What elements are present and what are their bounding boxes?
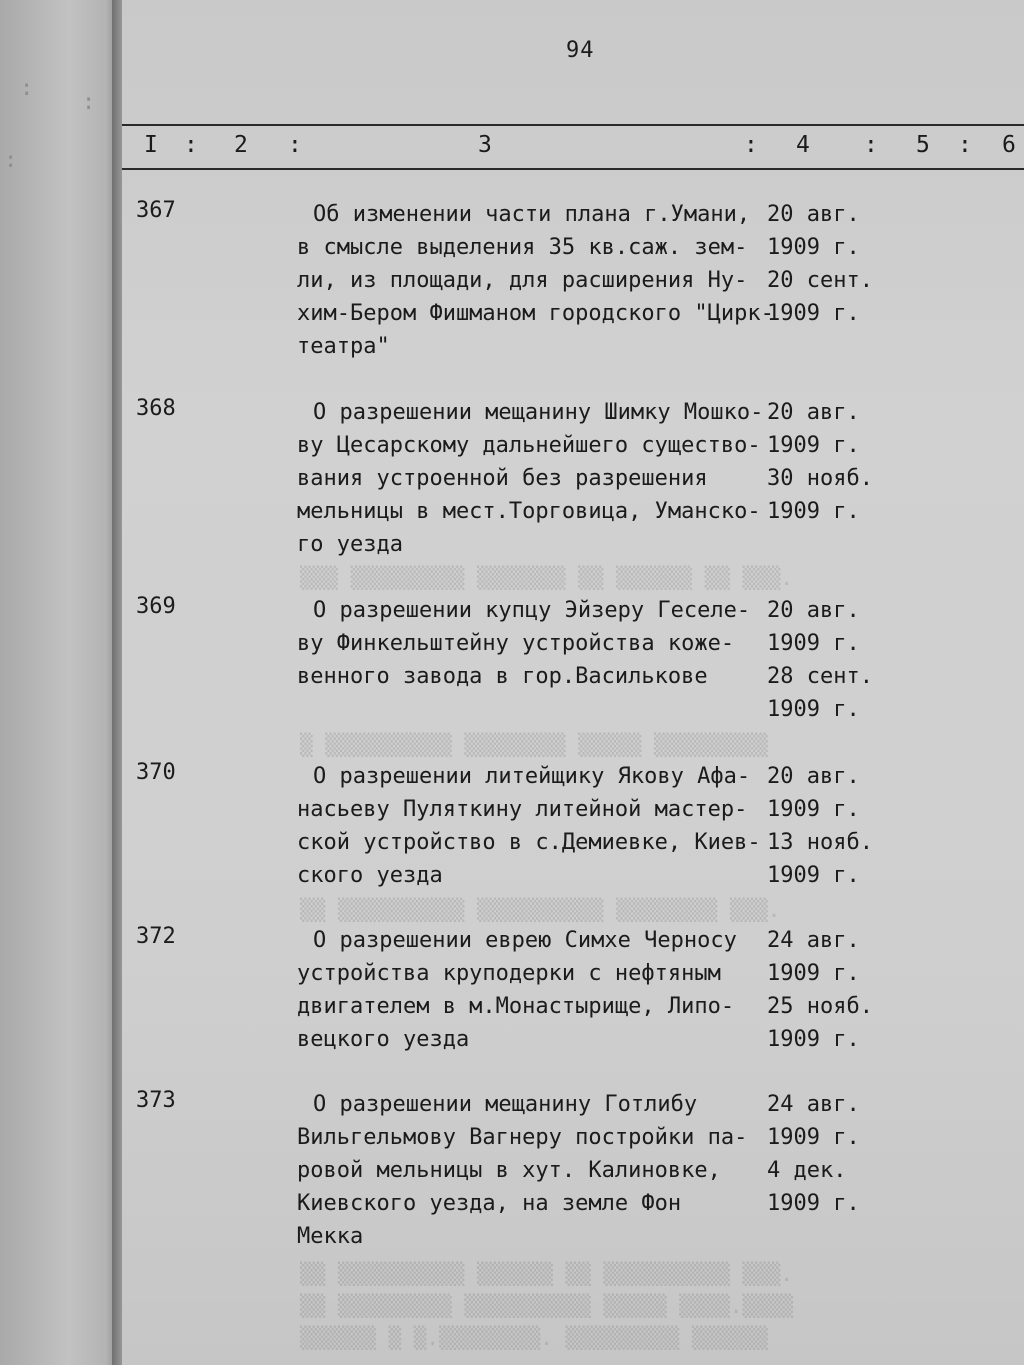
table-header-bottom-rule (122, 168, 1024, 170)
bleed-through-text: ▒▒ ▒▒▒▒▒▒▒▒▒ ▒▒▒▒▒▒▒▒▒▒ ▒▒▒▒▒ ▒▒▒▒.▒▒▒▒ (300, 1294, 794, 1318)
date-end-year: 1909 г. (767, 697, 860, 722)
entry-dates (767, 198, 887, 330)
entry-number: 369 (136, 594, 176, 619)
date-end-year: 1909 г. (767, 1027, 860, 1052)
date-end: 30 нояб. (767, 466, 873, 491)
page-number: 94 (566, 38, 595, 63)
entry-description (297, 924, 772, 1056)
date-end: 4 дек. (767, 1158, 847, 1183)
column-separator: : (744, 132, 758, 158)
facing-page-mark: : (4, 148, 18, 173)
description-line: Вильгельмову Вагнеру постройки па- (297, 1125, 748, 1150)
column-header-2: 2 (234, 132, 248, 158)
date-start-year: 1909 г. (767, 235, 860, 260)
description-line: О разрешении еврею Симхе Черносу (313, 928, 737, 953)
description-line: ли, из площади, для расширения Ну- (297, 268, 748, 293)
description-line: театра" (297, 334, 390, 359)
entry-number: 373 (136, 1088, 176, 1113)
column-separator: : (958, 132, 972, 158)
bleed-through-text: ▒▒ ▒▒▒▒▒▒▒▒▒▒ ▒▒▒▒▒▒ ▒▒ ▒▒▒▒▒▒▒▒▒▒ ▒▒▒. (300, 1262, 794, 1286)
entry-dates (767, 396, 887, 528)
entry-number: 370 (136, 760, 176, 785)
date-start-year: 1909 г. (767, 631, 860, 656)
entry-dates (767, 924, 887, 1056)
description-line: хим-Бером Фишманом городского "Цирк- (297, 301, 774, 326)
column-separator: : (184, 132, 198, 158)
entry-description (297, 594, 772, 693)
date-start: 20 авг. (767, 764, 860, 789)
entry-dates (767, 760, 887, 892)
date-end-year: 1909 г. (767, 301, 860, 326)
description-line: О разрешении литейщику Якову Афа- (313, 764, 751, 789)
date-start: 20 авг. (767, 400, 860, 425)
facing-page-mark: : (20, 76, 34, 101)
description-line: го уезда (297, 532, 403, 557)
description-line: вания устроенной без разрешения (297, 466, 708, 491)
table-header-top-rule (122, 124, 1024, 126)
entry-description (297, 396, 772, 561)
description-line: ву Цесарскому дальнейшего существо- (297, 433, 761, 458)
facing-page-edge (0, 0, 125, 1365)
description-line: ской устройство в с.Демиевке, Киев- (297, 830, 761, 855)
entry-number: 372 (136, 924, 176, 949)
description-line: венного завода в гор.Василькове (297, 664, 708, 689)
entry-description (297, 1088, 772, 1253)
column-header-6: 6 (1002, 132, 1016, 158)
description-line: Киевского уезда, на земле Фон (297, 1191, 682, 1216)
description-line: насьеву Пуляткину литейной мастер- (297, 797, 748, 822)
entry-number: 368 (136, 396, 176, 421)
date-start-year: 1909 г. (767, 797, 860, 822)
bleed-through-text: ▒ ▒▒▒▒▒▒▒▒▒▒ ▒▒▒▒▒▒▒▒ ▒▒▒▒▒ ▒▒▒▒▒▒▒▒▒ (300, 733, 768, 757)
bleed-through-text: ▒▒ ▒▒▒▒▒▒▒▒▒▒ ▒▒▒▒▒▒▒▒▒▒ ▒▒▒▒▒▒▒▒ ▒▒▒. (300, 898, 781, 922)
date-start: 24 авг. (767, 1092, 860, 1117)
document-page (122, 0, 1024, 1365)
description-line: Мекка (297, 1224, 364, 1249)
description-line: мельницы в мест.Торговица, Уманско- (297, 499, 761, 524)
description-line: вецкого уезда (297, 1027, 470, 1052)
column-header-1: I (144, 132, 158, 158)
column-header-5: 5 (916, 132, 930, 158)
description-line: ровой мельницы в хут. Калиновке, (297, 1158, 721, 1183)
date-end: 20 сент. (767, 268, 873, 293)
date-start: 20 авг. (767, 598, 860, 623)
entry-dates (767, 1088, 887, 1220)
date-start-year: 1909 г. (767, 961, 860, 986)
description-line: О разрешении купцу Эйзеру Геселе- (313, 598, 751, 623)
date-start-year: 1909 г. (767, 433, 860, 458)
date-end-year: 1909 г. (767, 1191, 860, 1216)
description-line: ву Финкельштейну устройства коже- (297, 631, 735, 656)
bleed-through-text: ▒▒▒ ▒▒▒▒▒▒▒▒▒ ▒▒▒▒▒▒▒ ▒▒ ▒▒▒▒▒▒ ▒▒ ▒▒▒. (300, 566, 794, 590)
description-line: в смысле выделения 35 кв.саж. зем- (297, 235, 748, 260)
facing-page-mark: : (82, 90, 96, 115)
entry-dates (767, 594, 887, 726)
column-separator: : (864, 132, 878, 158)
entry-description (297, 198, 772, 363)
entry-number: 367 (136, 198, 176, 223)
date-end: 25 нояб. (767, 994, 873, 1019)
description-line: О разрешении мещанину Шимку Мошко- (313, 400, 764, 425)
date-end: 13 нояб. (767, 830, 873, 855)
date-end: 28 сент. (767, 664, 873, 689)
bleed-through-text: ▒▒▒▒▒▒ ▒ ▒.▒▒▒▒▒▒▒▒. ▒▒▒▒▒▒▒▒▒ ▒▒▒▒▒▒ (300, 1326, 768, 1350)
date-start: 24 авг. (767, 928, 860, 953)
description-line: устройства круподерки с нефтяным (297, 961, 721, 986)
description-line: Об изменении части плана г.Умани, (313, 202, 751, 227)
date-start: 20 авг. (767, 202, 860, 227)
column-header-3: 3 (478, 132, 492, 158)
date-start-year: 1909 г. (767, 1125, 860, 1150)
description-line: двигателем в м.Монастырище, Липо- (297, 994, 735, 1019)
column-separator: : (288, 132, 302, 158)
description-line: О разрешении мещанину Готлибу (313, 1092, 698, 1117)
date-end-year: 1909 г. (767, 863, 860, 888)
entry-description (297, 760, 772, 892)
date-end-year: 1909 г. (767, 499, 860, 524)
description-line: ского уезда (297, 863, 443, 888)
column-header-4: 4 (796, 132, 810, 158)
